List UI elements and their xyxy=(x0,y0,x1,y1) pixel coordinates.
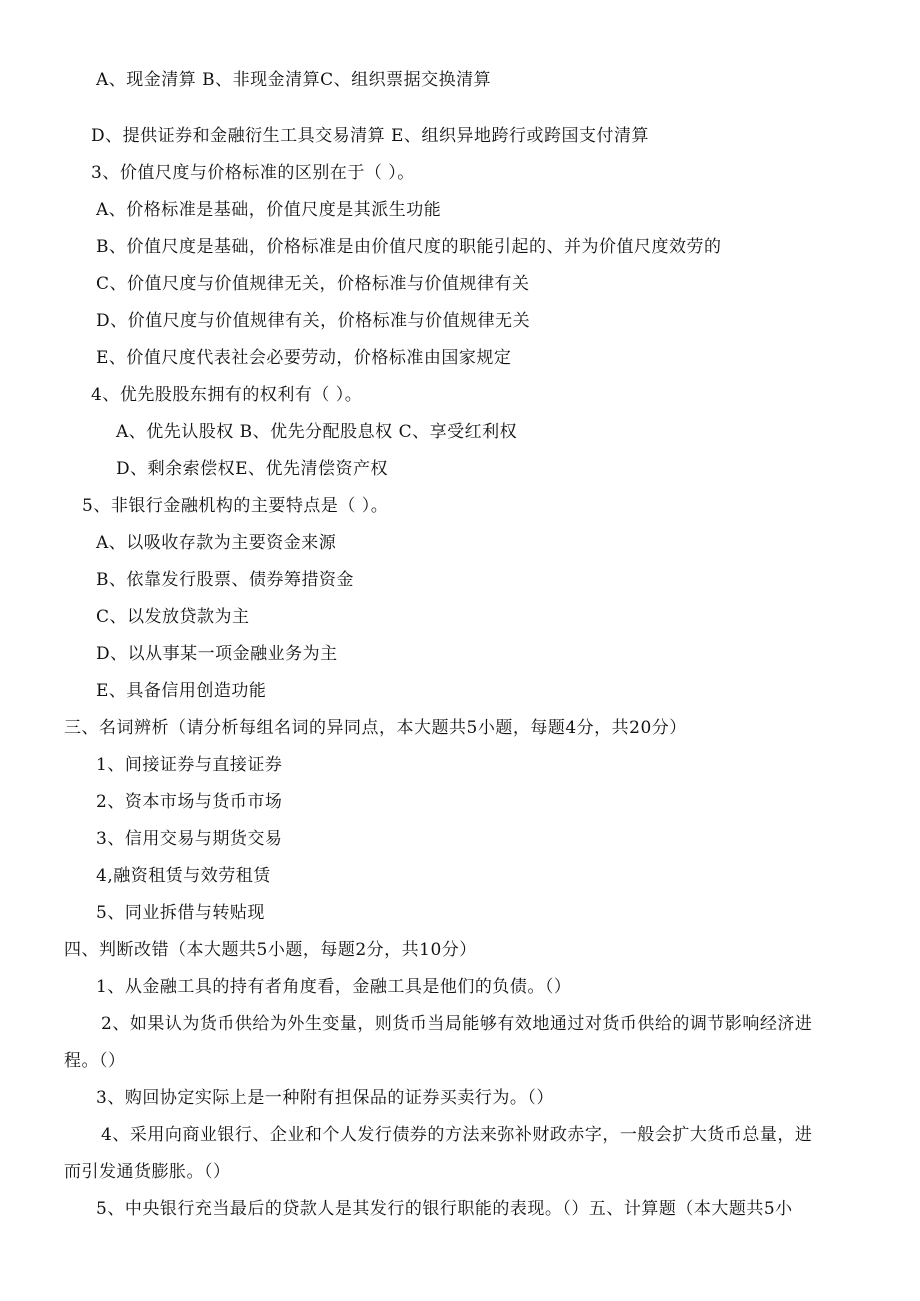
section-heading-3: 三、名词辨析（请分析每组名词的异同点，本大题共5小题，每题4分，共20分） xyxy=(64,718,687,738)
text-line: 3、信用交易与期货交易 xyxy=(96,829,283,849)
text-line: B、依靠发行股票、债券筹措资金 xyxy=(96,570,354,590)
text-line: A、优先认股权 B、优先分配股息权 C、享受红利权 xyxy=(116,422,518,442)
text-line: 5、中央银行充当最后的贷款人是其发行的银行职能的表现。（）五、计算题（本大题共5小 xyxy=(96,1199,793,1219)
text-line: 3、购回协定实际上是一种附有担保品的证券买卖行为。（） xyxy=(96,1088,554,1108)
text-line: A、现金清算 B、非现金清算C、组织票据交换清算 xyxy=(96,70,492,90)
text-line: 5、同业拆借与转贴现 xyxy=(96,903,265,923)
text-line: 2、如果认为货币供给为外生变量，则货币当局能够有效地通过对货币供给的调节影响经济进 xyxy=(101,1014,813,1034)
text-line: 4、采用向商业银行、企业和个人发行债券的方法来弥补财政赤字，一般会扩大货币总量，进 xyxy=(101,1125,813,1145)
text-line: C、以发放贷款为主 xyxy=(96,607,250,627)
text-line: E、具备信用创造功能 xyxy=(96,681,267,701)
text-line: C、价值尺度与价值规律无关，价格标准与价值规律有关 xyxy=(96,274,530,294)
text-line: B、价值尺度是基础，价格标准是由价值尺度的职能引起的、并为价值尺度效劳的 xyxy=(96,237,722,257)
question-4: 4、优先股股东拥有的权利有（ ）。 xyxy=(91,385,363,405)
section-heading-4: 四、判断改错（本大题共5小题，每题2分，共10分） xyxy=(64,940,477,960)
text-line: A、价格标准是基础，价值尺度是其派生功能 xyxy=(96,200,442,220)
text-line: 4,融资租赁与效劳租赁 xyxy=(96,866,271,886)
text-line: E、价值尺度代表社会必要劳动，价格标准由国家规定 xyxy=(96,348,512,368)
question-3: 3、价值尺度与价格标准的区别在于（ ）。 xyxy=(91,163,415,183)
text-line: D、价值尺度与价值规律有关，价格标准与价值规律无关 xyxy=(96,311,531,331)
text-line: 1、从金融工具的持有者角度看，金融工具是他们的负债。（） xyxy=(96,977,572,997)
text-line: 程。（） xyxy=(64,1051,126,1071)
text-line: A、以吸收存款为主要资金来源 xyxy=(96,533,337,553)
text-line: 1、间接证券与直接证券 xyxy=(96,755,283,775)
text-line: D、以从事某一项金融业务为主 xyxy=(96,644,338,664)
question-5: 5、非银行金融机构的主要特点是（ ）。 xyxy=(82,496,389,516)
text-line: 2、资本市场与货币市场 xyxy=(96,792,283,812)
text-line: 而引发通货膨胀。（） xyxy=(64,1162,231,1182)
text-line: D、剩余索偿权E、优先清偿资产权 xyxy=(116,459,389,479)
text-line: D、提供证券和金融衍生工具交易清算 E、组织异地跨行或跨国支付清算 xyxy=(91,126,649,146)
